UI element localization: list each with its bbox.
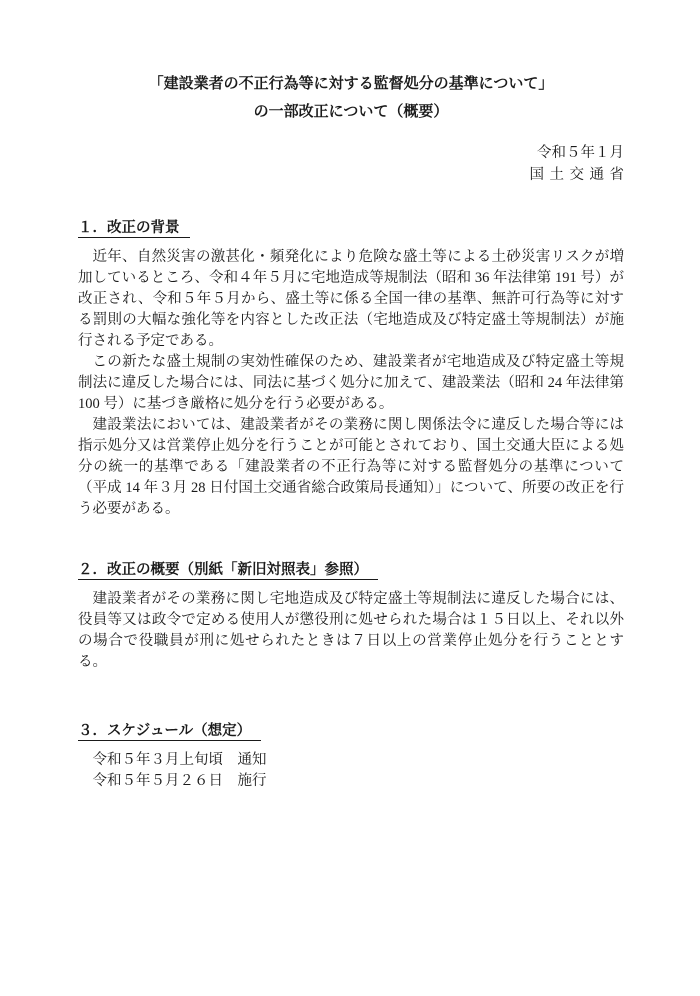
- section-background: [78, 218, 624, 520]
- doc-title-line2: の一部改正について（概要）: [253, 104, 449, 120]
- doc-organization: 国土交通省: [529, 167, 630, 183]
- paragraph-background-2: この新たな盛土規制の実効性確保のため、建設業者が宅地造成及び特定盛土等規制法に違反した場合には、同法に基づく処分に加えて、建設業法（昭和 24 年法律第 100 号）に基づき厳格に処分を行う必要がある。: [78, 354, 624, 412]
- schedule-line-notice: 令和５年３月上旬頃 通知: [92, 752, 267, 768]
- doc-title-line1: 「建設業者の不正行為等に対する監督処分の基準について」: [148, 76, 554, 92]
- section-overview-heading-text: ２．改正の概要（別紙「新旧対照表」参照）: [78, 562, 378, 580]
- section-schedule-heading-text: ３．スケジュール（想定）: [78, 723, 261, 741]
- paragraph-background-1: 近年、自然災害の激甚化・頻発化により危険な盛土等による土砂災害リスクが増加しているところ、令和４年５月に宅地造成等規制法（昭和 36 年法律第 191 号）が改正され、令和５年５月から、盛土等に係る全国一律の基準、無許可行為等に対する罰則の大幅な強化等を内容とした改正法（宅地造成及び特定盛土等規制法）が施行される予定である。: [78, 249, 624, 349]
- section-background-heading-text: １．改正の背景: [78, 220, 190, 238]
- section-overview-heading: [78, 560, 624, 581]
- paragraph-overview-1: 建設業者がその業務に関し宅地造成及び特定盛土等規制法に違反した場合には、役員等又は政令で定める使用人が懲役刑に処せられた場合は１５日以上、それ以外の場合で役職員が刑に処せられたときは７日以上の営業停止処分を行うこととする。: [78, 591, 624, 670]
- section-background-heading: [78, 218, 624, 239]
- section-schedule-heading: [78, 721, 624, 742]
- section-overview: [78, 560, 624, 673]
- paragraph-background-3: 建設業法においては、建設業者がその業務に関し関係法令に違反した場合等には指示処分又は営業停止処分を行うことが可能とされており、国土交通大臣による処分の統一的基準である「建設業者の不正行為等に対する監督処分の基準について（平成 14 年３月 28 日付国土交通省総合政策局長通知）」について、所要の改正を行う必要がある。: [78, 417, 624, 517]
- section-schedule: [78, 721, 624, 792]
- doc-date: 令和５年１月: [537, 145, 624, 161]
- schedule-line-enforcement: 令和５年５月２６日 施行: [92, 773, 267, 789]
- doc-meta: [78, 142, 630, 186]
- doc-title: [78, 70, 624, 126]
